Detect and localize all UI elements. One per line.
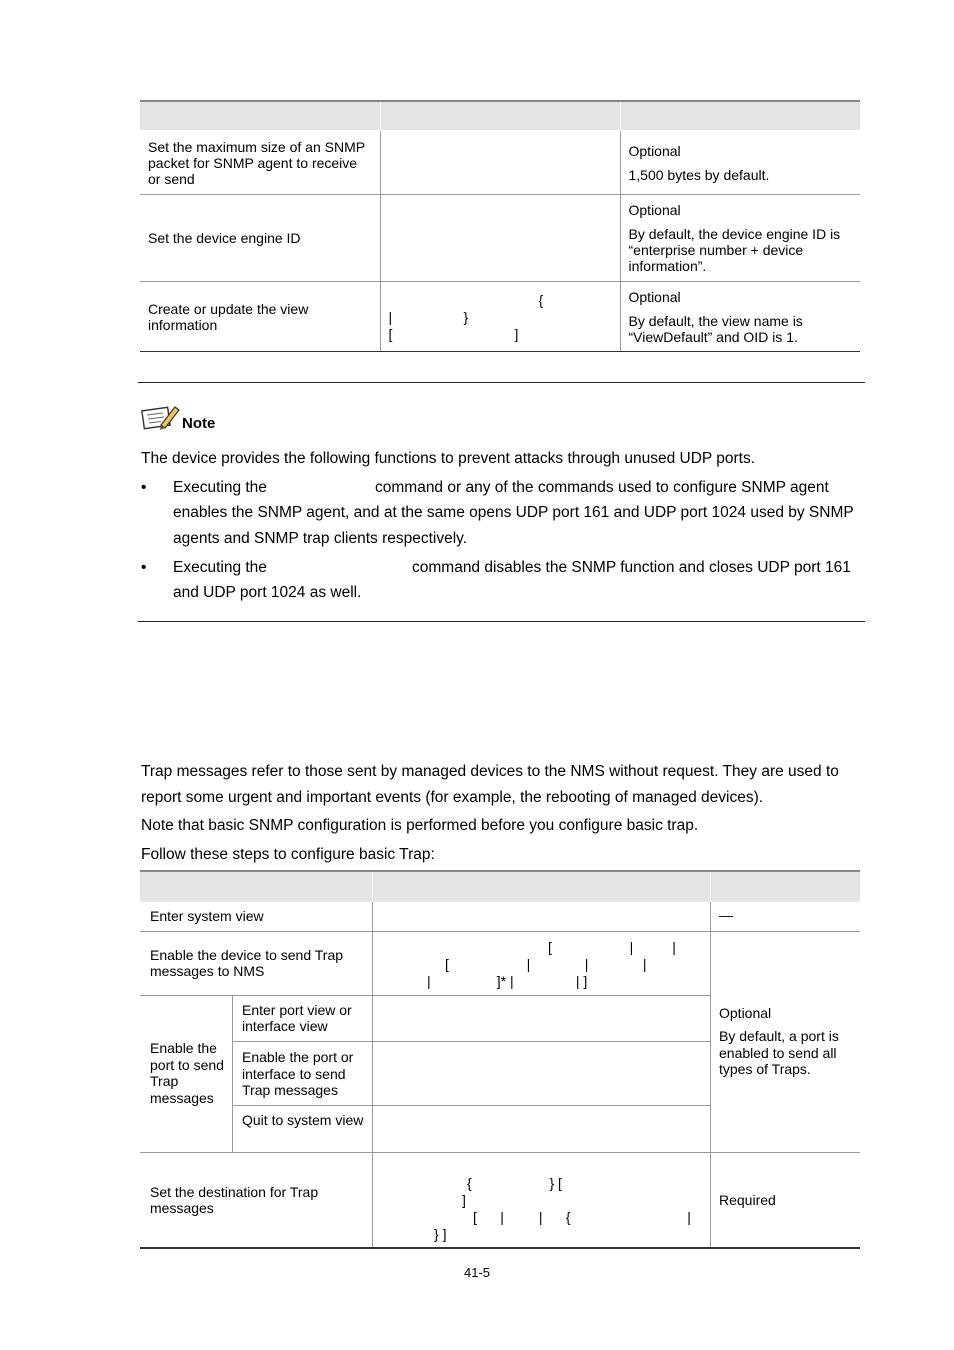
cmd-fragment: { } [ [467,1175,562,1191]
cmd-fragment: [ [388,326,393,342]
action-cell: Set the destination for Trap messages [150,1184,319,1216]
cmd-fragment: } [463,309,469,325]
header-divider [372,872,373,902]
table-row [140,195,860,282]
action-cell: Enable the port to send Trap messages [150,1040,224,1106]
row-divider [140,931,860,932]
table-row [140,282,860,352]
table-header [140,870,860,902]
row-divider [232,1105,710,1106]
cmd-fragment: | [388,309,393,325]
bullet-icon: • [141,559,147,576]
header-divider [710,872,711,902]
action-cell: Set the device engine ID [140,195,380,282]
sub-action-cell: Enable the port or interface to send Trap messages [242,1049,354,1098]
snmp-config-table [140,100,860,352]
cmd-fragment: ] [514,326,519,342]
remarks-desc: By default, a port is enabled to send all types of Traps. [719,1028,839,1077]
bullet-icon: • [141,479,147,496]
bullet1-text: enables the SNMP agent, and at the same opens UDP port 161 and UDP port 1024 used by SNMP [173,504,854,521]
column-divider [232,995,233,1152]
body-paragraph: Trap messages refer to those sent by managed devices to the NMS without request. They are used to [141,763,839,780]
cmd-fragment: } ] [434,1226,447,1242]
bullet1-text: Executing the [173,479,267,496]
remarks-cell [620,131,860,195]
cmd-fragment: { [538,292,544,308]
bullet1-text: command or any of the commands used to configure SNMP agent [375,479,829,496]
note-icon [141,403,181,433]
column-divider [372,902,373,1248]
table-header [140,101,860,131]
body-paragraph: report some urgent and important events (for example, the rebooting of managed devices). [141,789,764,806]
cmd-fragment: [ | | [548,939,676,955]
action-cell: Enter system view [150,908,264,924]
table-row [140,131,860,195]
remarks-cell [620,195,860,282]
remarks-required: Required [719,1192,776,1208]
remarks-desc: 1,500 bytes by default. [628,166,770,183]
column-divider [710,902,711,1248]
action-cell: Set the maximum size of an SNMP packet for SNMP agent to receive or send [140,131,380,195]
remarks-optional: Optional [628,142,681,159]
row-divider [232,1041,710,1042]
note-intro: The device provides the following functions to prevent attacks through unused UDP ports. [141,450,756,467]
row-divider [140,995,710,996]
note-bottom-rule [138,621,865,622]
remarks-optional: Optional [628,202,681,218]
remarks-desc: By default, the view name is “ViewDefault” and OID is 1. [628,312,803,345]
body-paragraph: Note that basic SNMP configuration is performed before you configure basic trap. [141,817,699,834]
body-paragraph: Follow these steps to configure basic Trap: [141,846,435,863]
note-title: Note [182,415,216,432]
note-top-rule [138,382,865,383]
remarks-cell: — [719,907,733,923]
command-cell [380,195,620,282]
bullet2-text: command disables the SNMP function and closes UDP port 161 [412,559,851,576]
cmd-fragment: [ | | { | [473,1209,691,1225]
bullet2-text: and UDP port 1024 as well. [173,584,362,601]
note-bullets [141,475,865,600]
cmd-fragment: [ | | | [445,956,647,972]
bullet2-text: Executing the [173,559,267,576]
page-number: 41-5 [463,1265,491,1280]
trap-config-table [140,870,860,1250]
remarks-cell [620,282,860,352]
command-cell [380,282,620,352]
action-cell: Create or update the view information [140,282,380,352]
row-divider [140,1152,860,1153]
remarks-optional: Optional [628,288,681,305]
sub-action-cell: Quit to system view [242,1112,364,1128]
sub-action-cell: Enter port view or interface view [242,1002,352,1034]
bullet1-text: agents and SNMP trap clients respectively. [173,530,468,547]
remarks-optional: Optional [719,1005,772,1021]
remarks-desc: By default, the device engine ID is “enterprise number + device information”. [628,226,841,274]
action-cell: Enable the device to send Trap messages to NMS [150,947,344,979]
cmd-fragment: | ]* | | ] [427,973,588,989]
cmd-fragment: ] [462,1192,466,1208]
command-cell [380,131,620,195]
table-bottom-rule [140,1247,860,1249]
